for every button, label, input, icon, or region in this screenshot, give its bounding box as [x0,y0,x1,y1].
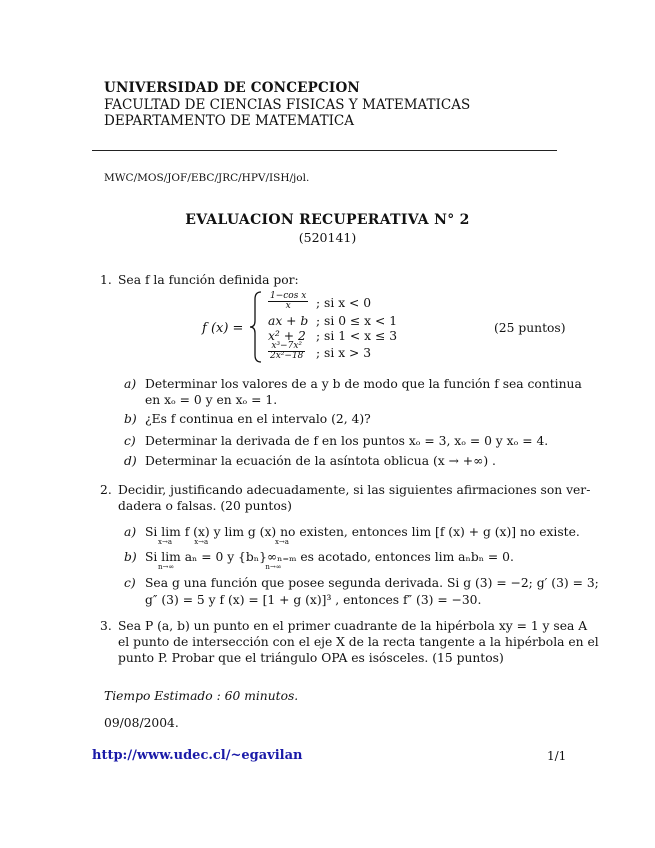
q2-item-c-letter: c) [124,576,136,590]
q1-number: 1. [100,273,112,287]
case-2-expr: ax + b [268,314,309,328]
q2-intro2: dadera o falsas. (20 puntos) [118,499,292,513]
left-brace-icon [249,291,263,363]
q1-intro: Sea f la función definida por: [118,273,299,287]
q1-item-d-text: Determinar la ecuación de la asíntota oblicua (x → +∞) . [145,454,496,468]
exam-title: EVALUACION RECUPERATIVA N° 2 [185,212,470,228]
q2-item-a-text: Si lim f (x) y lim g (x) no existen, entonces lim [f (x) + g (x)] no existe. [145,525,580,539]
case-3-expr: x² + 2 [268,329,306,343]
q1-item-b-text: ¿Es f continua en el intervalo (2, 4)? [145,412,371,426]
q1-item-a-letter: a) [124,377,137,391]
department-name: DEPARTAMENTO DE MATEMATICA [104,113,354,129]
case-1-expr: $\frac{\text{1−cos x}}{x}$ [270,291,307,311]
function-label: f (x) = [202,321,244,336]
q1-points: (25 puntos) [494,321,566,335]
case-3-cond: ; si 1 < x ≤ 3 [316,329,398,343]
case-1-cond: ; si x < 0 [316,296,372,310]
faculty-name: FACULTAD DE CIENCIAS FISICAS Y MATEMATICAS [104,97,471,113]
q1-item-b-letter: b) [124,412,137,426]
header-divider [92,150,557,151]
q2-intro: Decidir, justificando adecuadamente, si las siguientes afirmaciones son ver- [118,483,591,497]
q1-item-d-letter: d) [124,454,137,468]
case-2-cond: ; si 0 ≤ x < 1 [316,314,398,328]
q1-item-c-text: Determinar la derivada de f en los puntos xₒ = 3, xₒ = 0 y xₒ = 4. [145,434,549,448]
q2-item-a-sub: x→a x→a x→a [158,538,289,546]
author-codes: MWC/MOS/JOF/EBC/JRC/HPV/ISH/jol. [104,172,310,184]
q1-item-a-text: Determinar los valores de a y b de modo que la función f sea continua [145,377,582,391]
estimated-time: Tiempo Estimado : 60 minutos. [104,689,299,703]
exam-date: 09/08/2004. [104,716,179,730]
q2-item-b-sub: n→∞ n→∞ [158,563,282,571]
q2-number: 2. [100,483,112,497]
case-4-expr: $\frac{\text{x³−7x²}}{\text{2x²−18}}$ [270,341,304,361]
university-name: UNIVERSIDAD DE CONCEPCION [104,80,360,96]
q3-line1: Sea P (a, b) un punto en el primer cuadrante de la hipérbola xy = 1 y sea A [118,619,588,633]
q2-item-a-letter: a) [124,525,137,539]
author-url-link[interactable]: http://www.udec.cl/~egavilan [92,748,303,763]
q2-item-c-text: Sea g una función que posee segunda derivada. Si g (3) = −2; g′ (3) = 3; [145,576,599,590]
q2-item-c-text2: g″ (3) = 5 y f (x) = [1 + g (x)]³ , entonces f″ (3) = −30. [145,593,482,607]
page-number: 1/1 [547,749,567,763]
q3-number: 3. [100,619,112,633]
q2-item-b-letter: b) [124,550,137,564]
q2-item-b-text: Si lim aₙ = 0 y {bₙ}∞ₙ₌ₘ es acotado, entonces lim aₙbₙ = 0. [145,550,514,564]
q3-line2: el punto de intersección con el eje X de la recta tangente a la hipérbola en el [118,635,599,649]
q3-line3: punto P. Probar que el triángulo OPA es isósceles. (15 puntos) [118,651,504,665]
course-code: (520141) [298,230,357,245]
q1-item-c-letter: c) [124,434,136,448]
case-4-cond: ; si x > 3 [316,346,372,360]
q1-item-a-text2: en xₒ = 0 y en xₒ = 1. [145,393,278,407]
